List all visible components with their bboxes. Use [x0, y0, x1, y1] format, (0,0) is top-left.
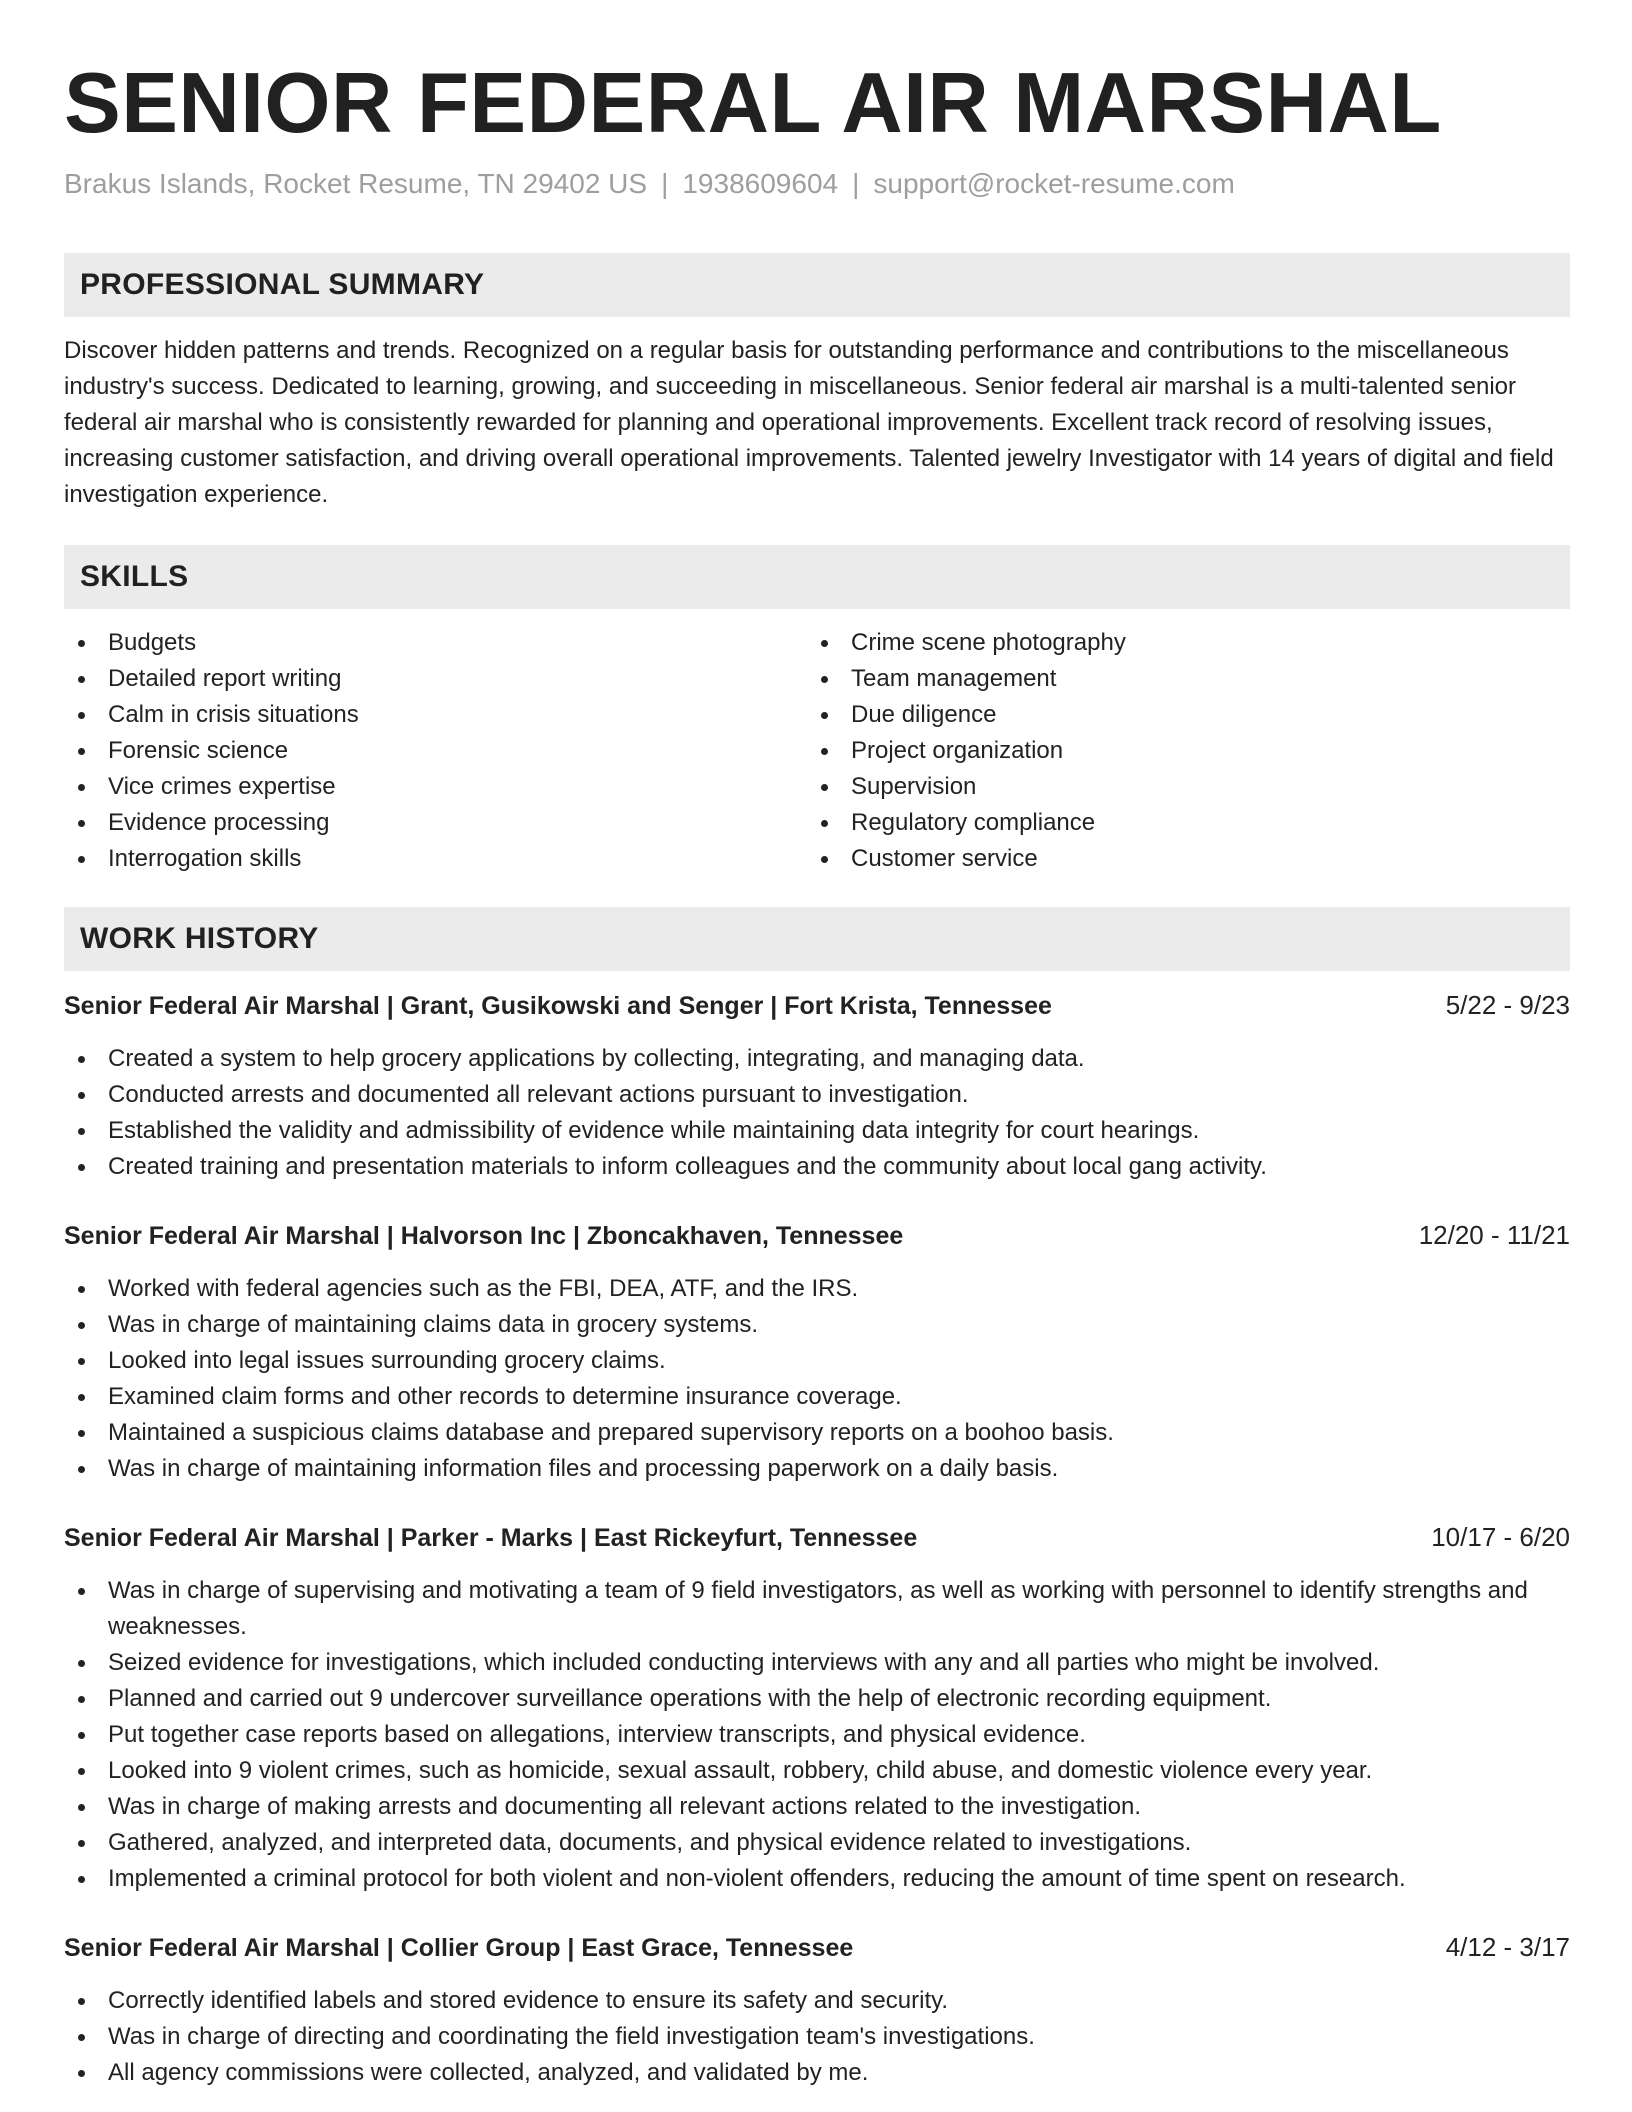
skills-grid — [64, 625, 1570, 877]
job-bullets — [64, 1983, 1570, 2091]
candidate-title: SENIOR FEDERAL AIR MARSHAL — [64, 56, 1442, 151]
job-bullet: Gathered, analyzed, and interpreted data, documents, and physical evidence related to investigations. — [64, 1825, 1570, 1861]
summary-section — [64, 253, 1570, 513]
skill-item: Due diligence — [807, 697, 1550, 733]
job-bullet: Planned and carried out 9 undercover surveillance operations with the help of electronic recording equipment. — [64, 1681, 1570, 1717]
skill-item: Detailed report writing — [64, 661, 807, 697]
section-header — [64, 907, 1570, 971]
skills-column-left — [64, 625, 807, 877]
job-bullets — [64, 1041, 1570, 1185]
job-title: Senior Federal Air Marshal | Halvorson Inc | Zboncakhaven, Tennessee — [64, 1222, 904, 1250]
contact-line — [64, 166, 1235, 202]
contact-phone: 1938609604 — [682, 168, 839, 199]
skills-section — [64, 545, 1570, 877]
job-title: Senior Federal Air Marshal | Grant, Gusikowski and Senger | Fort Krista, Tennessee — [64, 992, 1052, 1020]
job-bullet: All agency commissions were collected, analyzed, and validated by me. — [64, 2055, 1570, 2091]
job-dates: 12/20 - 11/21 — [1418, 1220, 1570, 1250]
work-heading: WORK HISTORY — [80, 922, 319, 955]
job-header — [64, 1217, 1570, 1253]
contact-email: support@rocket-resume.com — [873, 168, 1235, 199]
job-bullets — [64, 1271, 1570, 1487]
skill-item: Project organization — [807, 733, 1550, 769]
job-header — [64, 1929, 1570, 1965]
job-bullet: Implemented a criminal protocol for both violent and non-violent offenders, reducing the amount of time spent on research. — [64, 1861, 1570, 1897]
skill-item: Calm in crisis situations — [64, 697, 807, 733]
job-bullet: Maintained a suspicious claims database and prepared supervisory reports on a boohoo basis. — [64, 1415, 1570, 1451]
job-header — [64, 987, 1570, 1023]
job-bullet: Worked with federal agencies such as the FBI, DEA, ATF, and the IRS. — [64, 1271, 1570, 1307]
job-header — [64, 1519, 1570, 1555]
skill-item: Interrogation skills — [64, 841, 807, 877]
job-dates: 4/12 - 3/17 — [1445, 1932, 1570, 1962]
skills-column-right — [807, 625, 1550, 877]
job-dates: 10/17 - 6/20 — [1431, 1522, 1570, 1552]
skills-heading: SKILLS — [80, 560, 189, 593]
skill-item: Crime scene photography — [807, 625, 1550, 661]
job-bullet: Conducted arrests and documented all relevant actions pursuant to investigation. — [64, 1077, 1570, 1113]
skill-item: Forensic science — [64, 733, 807, 769]
job-bullet: Was in charge of maintaining claims data in grocery systems. — [64, 1307, 1570, 1343]
section-header — [64, 545, 1570, 609]
job-bullet: Created training and presentation materials to inform colleagues and the community about local gang activity. — [64, 1149, 1570, 1185]
skill-item: Supervision — [807, 769, 1550, 805]
job-bullet: Was in charge of supervising and motivating a team of 9 field investigators, as well as working with personnel to identify strengths and weaknesses. — [64, 1573, 1570, 1645]
job-bullet: Looked into 9 violent crimes, such as homicide, sexual assault, robbery, child abuse, and domestic violence every year. — [64, 1753, 1570, 1789]
skill-item: Customer service — [807, 841, 1550, 877]
summary-text: Discover hidden patterns and trends. Recognized on a regular basis for outstanding performance and contributions to the miscellaneous industry's success. Dedicated to learning, growing, and succeeding in miscellaneous. Senior federal air marshal is a multi-talented senior federal air marshal who is consistently rewarded for planning and operational improvements. Excellent track record of resolving issues, increasing customer satisfaction, and driving overall operational improvements. Talented jewelry Investigator with 14 years of digital and field investigation experience. — [64, 337, 1554, 508]
job-entry — [64, 1519, 1570, 1897]
job-bullets — [64, 1573, 1570, 1897]
job-bullet: Correctly identified labels and stored evidence to ensure its safety and security. — [64, 1983, 1570, 2019]
job-bullet: Established the validity and admissibility of evidence while maintaining data integrity for court hearings. — [64, 1113, 1570, 1149]
job-bullet: Seized evidence for investigations, which included conducting interviews with any and all parties who might be involved. — [64, 1645, 1570, 1681]
job-bullet: Created a system to help grocery applications by collecting, integrating, and managing data. — [64, 1041, 1570, 1077]
job-entry — [64, 1217, 1570, 1487]
work-history-section — [64, 907, 1570, 971]
job-entry — [64, 987, 1570, 1185]
skill-item: Team management — [807, 661, 1550, 697]
skill-item: Vice crimes expertise — [64, 769, 807, 805]
job-title: Senior Federal Air Marshal | Parker - Marks | East Rickeyfurt, Tennessee — [64, 1524, 918, 1552]
job-bullet: Examined claim forms and other records to determine insurance coverage. — [64, 1379, 1570, 1415]
job-entry — [64, 1929, 1570, 2091]
job-bullet: Put together case reports based on allegations, interview transcripts, and physical evidence. — [64, 1717, 1570, 1753]
job-dates: 5/22 - 9/23 — [1445, 990, 1570, 1020]
job-bullet: Was in charge of maintaining information files and processing paperwork on a daily basis. — [64, 1451, 1570, 1487]
job-bullet: Was in charge of making arrests and documenting all relevant actions related to the investigation. — [64, 1789, 1570, 1825]
job-bullet: Was in charge of directing and coordinating the field investigation team's investigations. — [64, 2019, 1570, 2055]
summary-heading: PROFESSIONAL SUMMARY — [80, 268, 485, 301]
contact-separator: | — [852, 168, 860, 199]
contact-address: Brakus Islands, Rocket Resume, TN 29402 US — [64, 168, 648, 199]
skill-item: Budgets — [64, 625, 807, 661]
job-bullet: Looked into legal issues surrounding grocery claims. — [64, 1343, 1570, 1379]
contact-separator: | — [661, 168, 669, 199]
skill-item: Regulatory compliance — [807, 805, 1550, 841]
skill-item: Evidence processing — [64, 805, 807, 841]
job-title: Senior Federal Air Marshal | Collier Group | East Grace, Tennessee — [64, 1934, 854, 1962]
section-header — [64, 253, 1570, 317]
